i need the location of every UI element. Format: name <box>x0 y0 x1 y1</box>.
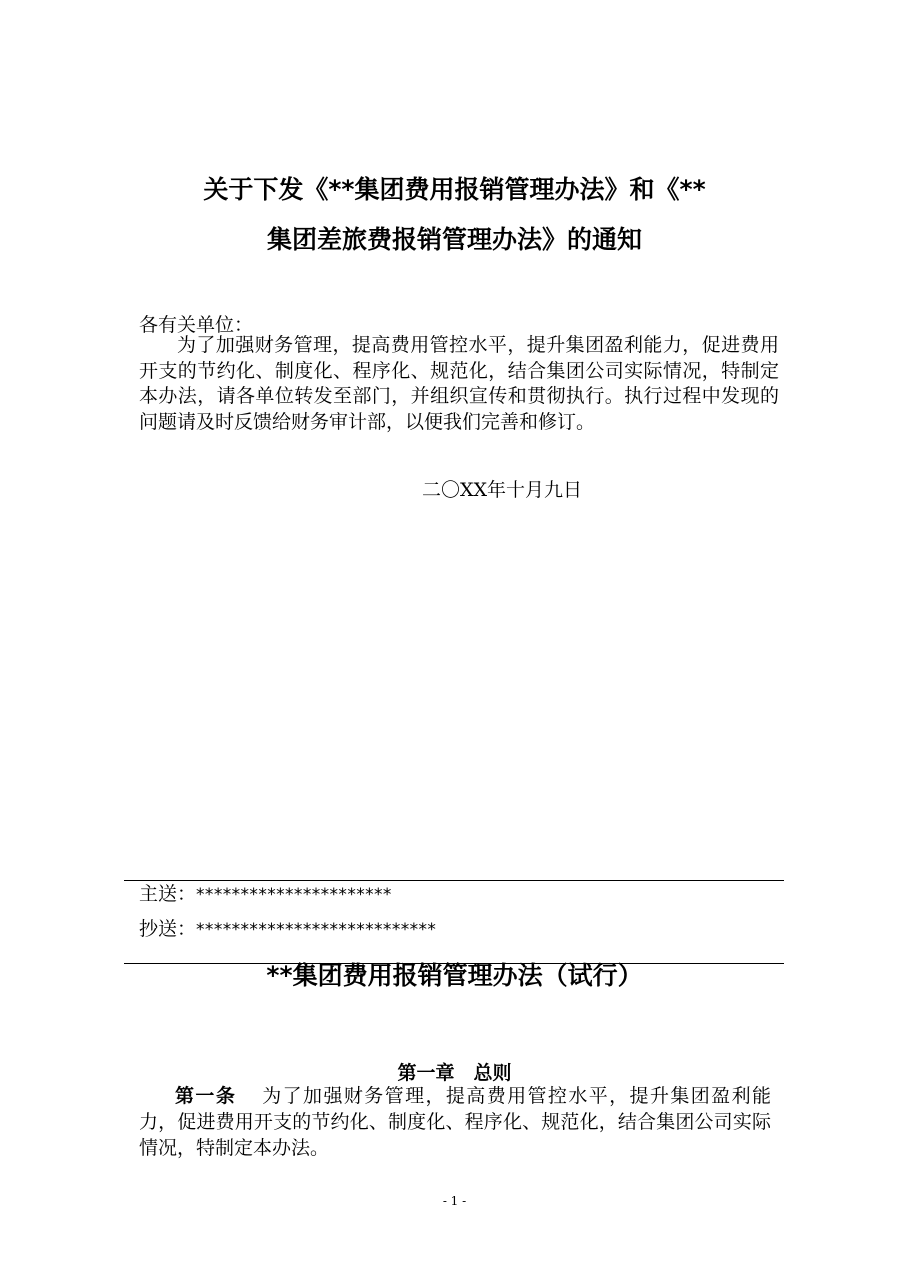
chapter-heading: 第一章 总则 <box>397 1062 512 1084</box>
article-1-text: 为了加强财务管理，提高费用管控水平，提升集团盈利能力，促进费用开支的节约化、制度化、程序化、规范化，结合集团公司实际情况，特制定本办法。 <box>139 1085 771 1159</box>
notice-body: 为了加强财务管理，提高费用管控水平，提升集团盈利能力，促进费用开支的节约化、制度化、程序化、规范化，结合集团公司实际情况，特制定本办法，请各单位转发至部门，并组织宣传和贯彻执行。执行过程中发现的问题请及时反馈给财务审计部，以便我们完善和修订。 <box>139 334 779 433</box>
article-1-label: 第一条 <box>175 1085 237 1107</box>
notice-title-line-2: 集团差旅费报销管理办法》的通知 <box>266 225 642 254</box>
distribution-main-value: ********************** <box>196 885 392 905</box>
page-number: - 1 - <box>442 1194 467 1208</box>
notice-title-line-1: 关于下发《**集团费用报销管理办法》和《** <box>203 175 706 204</box>
notice-date: 二〇XX年十月九日 <box>422 479 583 501</box>
salutation: 各有关单位： <box>139 314 254 336</box>
regulation-title: **集团费用报销管理办法（试行） <box>266 961 643 990</box>
distribution-cc-label: 抄送： <box>139 918 197 940</box>
distribution-main-label: 主送： <box>139 883 197 905</box>
distribution-cc-value: *************************** <box>196 920 437 940</box>
article-1 <box>139 1083 771 1161</box>
distribution-cc <box>139 916 436 943</box>
distribution-main <box>139 881 392 908</box>
